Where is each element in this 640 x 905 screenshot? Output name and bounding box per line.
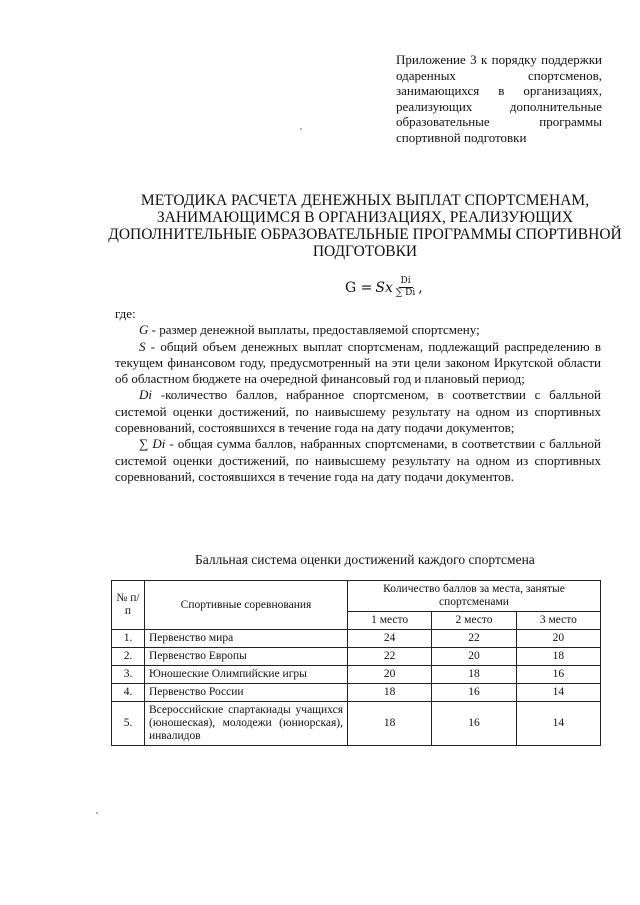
row-competition: Первенство мира [145, 630, 348, 648]
row-points-3: 16 [516, 666, 600, 684]
formula-tail: , [418, 279, 423, 296]
scan-speck [96, 812, 98, 814]
row-points-3: 14 [516, 684, 600, 702]
row-points-1: 22 [348, 648, 432, 666]
formula-lhs: G = [345, 279, 373, 296]
symbol-sum: ∑ Di [139, 436, 166, 452]
symbol-g: G [139, 322, 149, 338]
table-row [112, 666, 601, 684]
row-points-1: 20 [348, 666, 432, 684]
symbol-s: S [139, 338, 146, 354]
definition-g [115, 322, 601, 338]
formula-numerator: Di [400, 276, 411, 286]
definition-g-text: - размер денежной выплаты, предоставляемой спортсмену; [148, 322, 480, 338]
row-points-3: 14 [516, 702, 600, 746]
row-points-2: 18 [432, 666, 516, 684]
row-points-2: 16 [432, 684, 516, 702]
symbol-di: Di [139, 387, 152, 403]
header-points: Количество баллов за места, занятые спортсменами [348, 581, 601, 612]
header-place-2: 2 место [432, 612, 516, 630]
appendix-note: Приложение 3 к порядку поддержки одаренных спортсменов, занимающихся в организациях, реализующих дополнительные образовательные программы спортивной подготовки [396, 52, 602, 145]
header-number: № п/п [112, 581, 145, 630]
table-row [112, 684, 601, 702]
row-points-1: 24 [348, 630, 432, 648]
row-number: 1. [112, 630, 145, 648]
row-number: 5. [112, 702, 145, 746]
table-row [112, 630, 601, 648]
definitions [115, 306, 601, 485]
document-title: МЕТОДИКА РАСЧЕТА ДЕНЕЖНЫХ ВЫПЛАТ СПОРТСМЕНАМ, ЗАНИМАЮЩИМСЯ В ОРГАНИЗАЦИЯХ, РЕАЛИЗУЮЩИХ ДОПОЛНИТЕЛЬНЫЕ ОБРАЗОВАТЕЛЬНЫЕ ПРОГРАММЫ СПОРТИВНОЙ ПОДГОТОВКИ [108, 192, 622, 260]
scores-table [111, 580, 601, 746]
header-place-1: 1 место [348, 612, 432, 630]
row-points-2: 20 [432, 648, 516, 666]
definition-di-text: -количество баллов, набранное спортсменом, в соответствии с балльной системой оценки достижений, по наивысшему результату на одном из спортивных соревнований, состоявшихся в течение года на дату подачи документов; [115, 387, 601, 436]
formula-denominator: ∑ Di [395, 288, 416, 298]
row-number: 4. [112, 684, 145, 702]
row-competition: Всероссийские спартакиады учащихся (юношеская), молодежи (юниорская), инвалидов [145, 702, 348, 746]
row-number: 2. [112, 648, 145, 666]
row-number: 3. [112, 666, 145, 684]
table-row [112, 648, 601, 666]
header-competition: Спортивные соревнования [145, 581, 348, 630]
definition-s [115, 339, 601, 388]
row-competition: Первенство России [145, 684, 348, 702]
formula-factor: Sx [375, 279, 393, 296]
header-place-3: 3 место [516, 612, 600, 630]
row-points-1: 18 [348, 684, 432, 702]
where-label: где: [115, 306, 136, 321]
table-caption: Балльная система оценки достижений каждого спортсмена [195, 552, 535, 567]
row-points-2: 16 [432, 702, 516, 746]
formula [345, 276, 423, 299]
row-competition: Первенство Европы [145, 648, 348, 666]
definition-di [115, 387, 601, 436]
table-row [112, 702, 601, 746]
definition-sum [115, 436, 601, 485]
definition-s-text: - общий объем денежных выплат спортсменам, подлежащий распределению в текущем финансовом году, предусмотренный на эти цели законом Иркутской области об областном бюджете на очередной финансовый год и плановый период; [115, 338, 601, 387]
definition-sum-text: - общая сумма баллов, набранных спортсменами, в соответствии с балльной системой оценки достижений, по наивысшему результату на одном из спортивных соревнований, состоявшихся в течение года на дату подачи документов. [115, 436, 601, 484]
row-points-3: 18 [516, 648, 600, 666]
scan-speck [300, 128, 302, 130]
row-points-2: 22 [432, 630, 516, 648]
row-points-1: 18 [348, 702, 432, 746]
formula-fraction [396, 276, 415, 299]
table-header-row [112, 581, 601, 612]
row-points-3: 20 [516, 630, 600, 648]
row-competition: Юношеские Олимпийские игры [145, 666, 348, 684]
